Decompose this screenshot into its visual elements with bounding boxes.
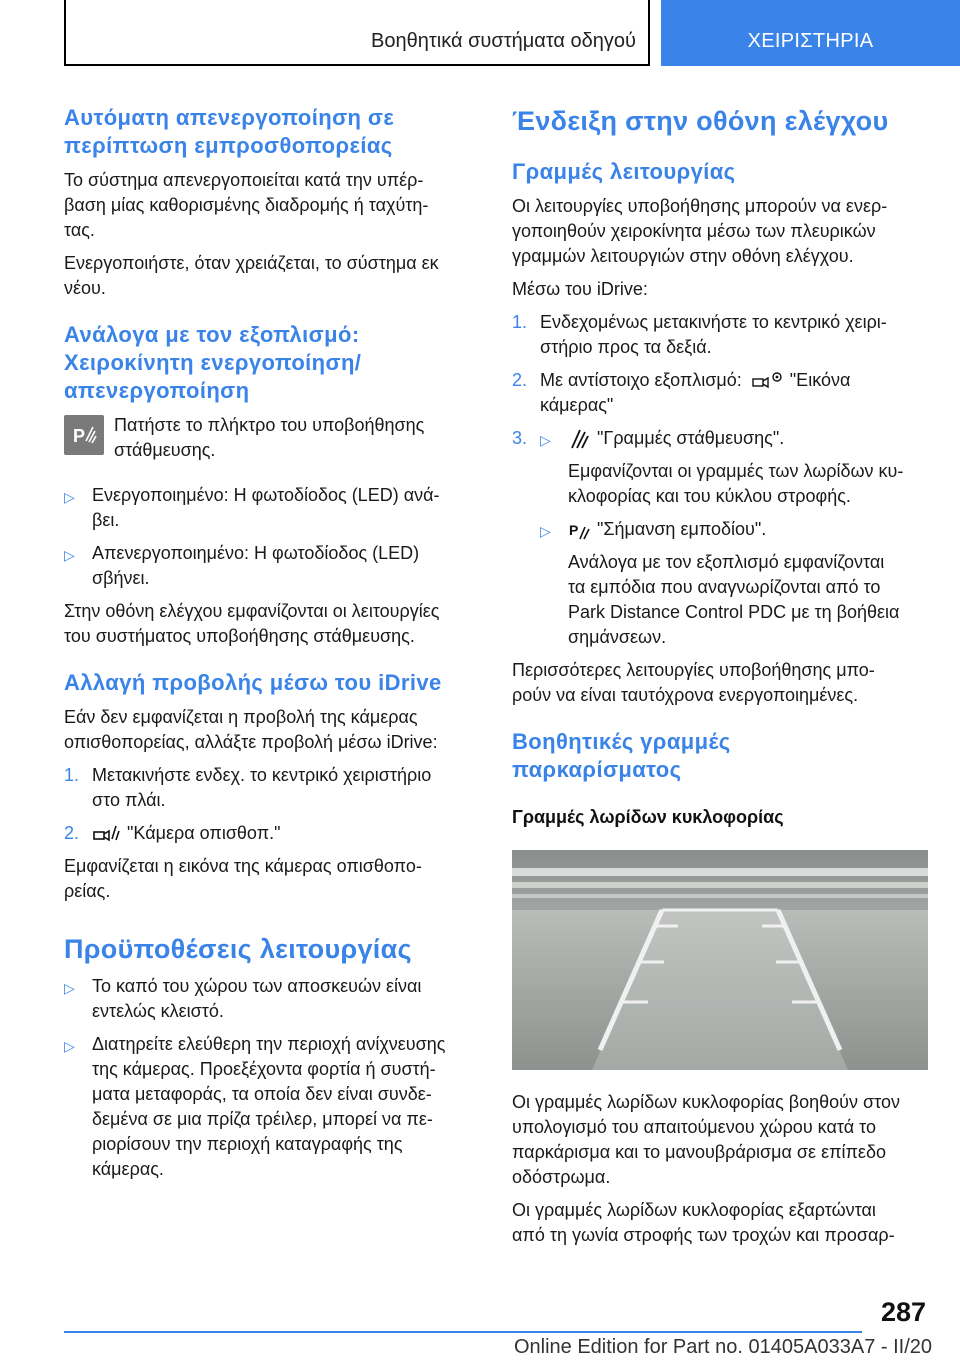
parking-aid-lines-heading: Βοηθητικές γραμμές παρκαρίσματος [512, 729, 731, 782]
svg-text:P: P [73, 426, 86, 446]
led-on-item: ▷ Ενεργοποιημένο: Η φωτοδίοδος (LED) ανά- βει. [64, 485, 440, 530]
triangle-bullet-icon: ▷ [64, 489, 75, 505]
lane-lines-image [512, 850, 928, 1070]
camera-image-result: Εμφανίζεται η εικόνα της κάμερας οπισθοπο- ρείας. [64, 856, 422, 901]
lane-lines-text-2: Οι γραμμές λωρίδων κυκλοφορίας εξαρτώνται από τη γωνία στροφής των τροχών και προσαρ- [512, 1200, 895, 1245]
parking-lines-desc: Εμφανίζονται οι γραμμές των λωρίδων κυ- κλοφορίας και του κύκλου στροφής. [568, 461, 904, 506]
function-bars-text: Οι λειτουργίες υποβοήθησης μπορούν να ενερ- γοποιηθούν χειροκίνητα μέσω των πλευρικών γραμμών λειτουργιών στην οθόνη ελέγχου. [512, 196, 888, 266]
obstacle-marking-item: ▷ P "Σήμανση εμποδίου". [512, 517, 932, 542]
requirement-camera-area: ▷ Διατηρείτε ελεύθερη την περιοχή ανίχνευσης της κάμερας. Προεξέχοντα φορτία ή συστή- ματα μεταφοράς, τα οποία δεν είναι συνδε- δεμένα σε μια πρίζα τρέιλερ, μπορεί να πε- ριορίσουν την περιοχή καταγραφής της κάμερας. [64, 1034, 446, 1179]
display-step-2: 2. Με αντίστοιχο εξοπλισμό: "Εικόνα κάμερας" [512, 370, 851, 415]
header-chapter-title: ΧΕΙΡΙΣΤΗΡΙΑ [747, 30, 874, 52]
function-bars-heading: Γραμμές λειτουργίας [512, 159, 736, 184]
lane-lines-heading: Γραμμές λωρίδων κυκλοφορίας [512, 807, 784, 827]
change-view-heading: Αλλαγή προβολής μέσω του iDrive [64, 670, 442, 695]
obstacle-marking-icon [568, 519, 592, 541]
auto-deactivation-heading: Αυτόματη απενεργοποίηση σε περίπτωση εμπροσθοπορείας [64, 105, 395, 158]
view-step-1: 1. Μετακινήστε ενδεχ. το κεντρικό χειριστήριο στο πλάι. [64, 765, 432, 810]
parking-button-text: Πατήστε το πλήκτρο του υποβοήθησης στάθμευσης. [114, 415, 425, 460]
triangle-bullet-icon: ▷ [540, 432, 551, 448]
reactivate-text: Ενεργοποιήστε, όταν χρειάζεται, το σύστημα εκ νέου. [64, 253, 439, 298]
camera-settings-icon [747, 370, 785, 392]
triangle-bullet-icon: ▷ [64, 547, 75, 563]
via-idrive-text: Μέσω του iDrive: [512, 279, 648, 299]
lane-lines-text-1: Οι γραμμές λωρίδων κυκλοφορίας βοηθούν στον υπολογισμό του απαιτούμενου χώρου κατά το παρκάρισμα και το μανουβράρισμα σε επίπεδο οδόστρωμα. [512, 1092, 900, 1187]
left-column [64, 104, 476, 1182]
obstacle-marking-desc: Ανάλογα με τον εξοπλισμό εμφανίζονται τα εμπόδια που αναγνωρίζονται από το Park Distance Control PDC με τη βοήθεια σημάνσεων. [568, 552, 900, 647]
led-off-item: ▷ Απενεργοποιημένο: Η φωτοδίοδος (LED) σβήνει. [64, 543, 420, 588]
requirements-heading: Προϋποθέσεις λειτουργίας [64, 934, 412, 964]
display-step-1: 1. Ενδεχομένως μετακινήστε το κεντρικό χειρι- στήριο προς τα δεξιά. [512, 312, 887, 357]
header-section-title: Βοηθητικά συστήματα οδηγού [371, 30, 636, 52]
footer-divider [64, 1331, 862, 1333]
control-display-text: Στην οθόνη ελέγχου εμφανίζονται οι λειτουργίες του συστήματος υποβοήθησης στάθμευσης. [64, 601, 440, 646]
display-step-3: 3. ▷ "Γραμμές στάθμευσης". [512, 426, 932, 451]
requirement-trunk-closed: ▷ Το καπό του χώρου των αποσκευών είναι εντελώς κλειστό. [64, 976, 422, 1021]
multiple-functions-text: Περισσότερες λειτουργίες υποβοήθησης μπο- ρούν να είναι ταυτόχρονα ενεργοποιημένες. [512, 660, 875, 705]
change-view-text: Εάν δεν εμφανίζεται η προβολή της κάμερας οπισθοπορείας, αλλάξτε προβολή μέσω iDrive: [64, 707, 438, 752]
header-section-box [64, 0, 650, 66]
display-heading: Ένδειξη στην οθόνη ελέγχου [512, 106, 889, 136]
lane-lines-illustration [512, 850, 932, 1070]
svg-text:P: P [569, 522, 579, 539]
triangle-bullet-icon: ▷ [64, 1038, 75, 1054]
header-chapter-box [661, 0, 960, 66]
page-number: 287 [880, 1297, 926, 1327]
parking-button-instruction [64, 413, 476, 463]
manual-activation-heading: Ανάλογα με τον εξοπλισμό: Χειροκίνητη ενεργοποίηση/ απενεργοποίηση [64, 322, 362, 403]
rear-camera-icon [92, 823, 122, 845]
view-step-2: 2. "Κάμερα οπισθοπ." [64, 821, 476, 846]
footer-edition: Online Edition for Part no. 01405A033A7 - II/20 [513, 1336, 932, 1358]
parking-lines-icon [568, 428, 592, 450]
right-column [512, 104, 932, 1248]
triangle-bullet-icon: ▷ [540, 523, 551, 539]
auto-deactivation-text: Το σύστημα απενεργοποιείται κατά την υπέρ- βαση μίας καθορισμένης διαδρομής ή ταχύτη- τας. [64, 170, 429, 240]
parking-assist-button-icon [64, 415, 104, 455]
triangle-bullet-icon: ▷ [64, 980, 75, 996]
